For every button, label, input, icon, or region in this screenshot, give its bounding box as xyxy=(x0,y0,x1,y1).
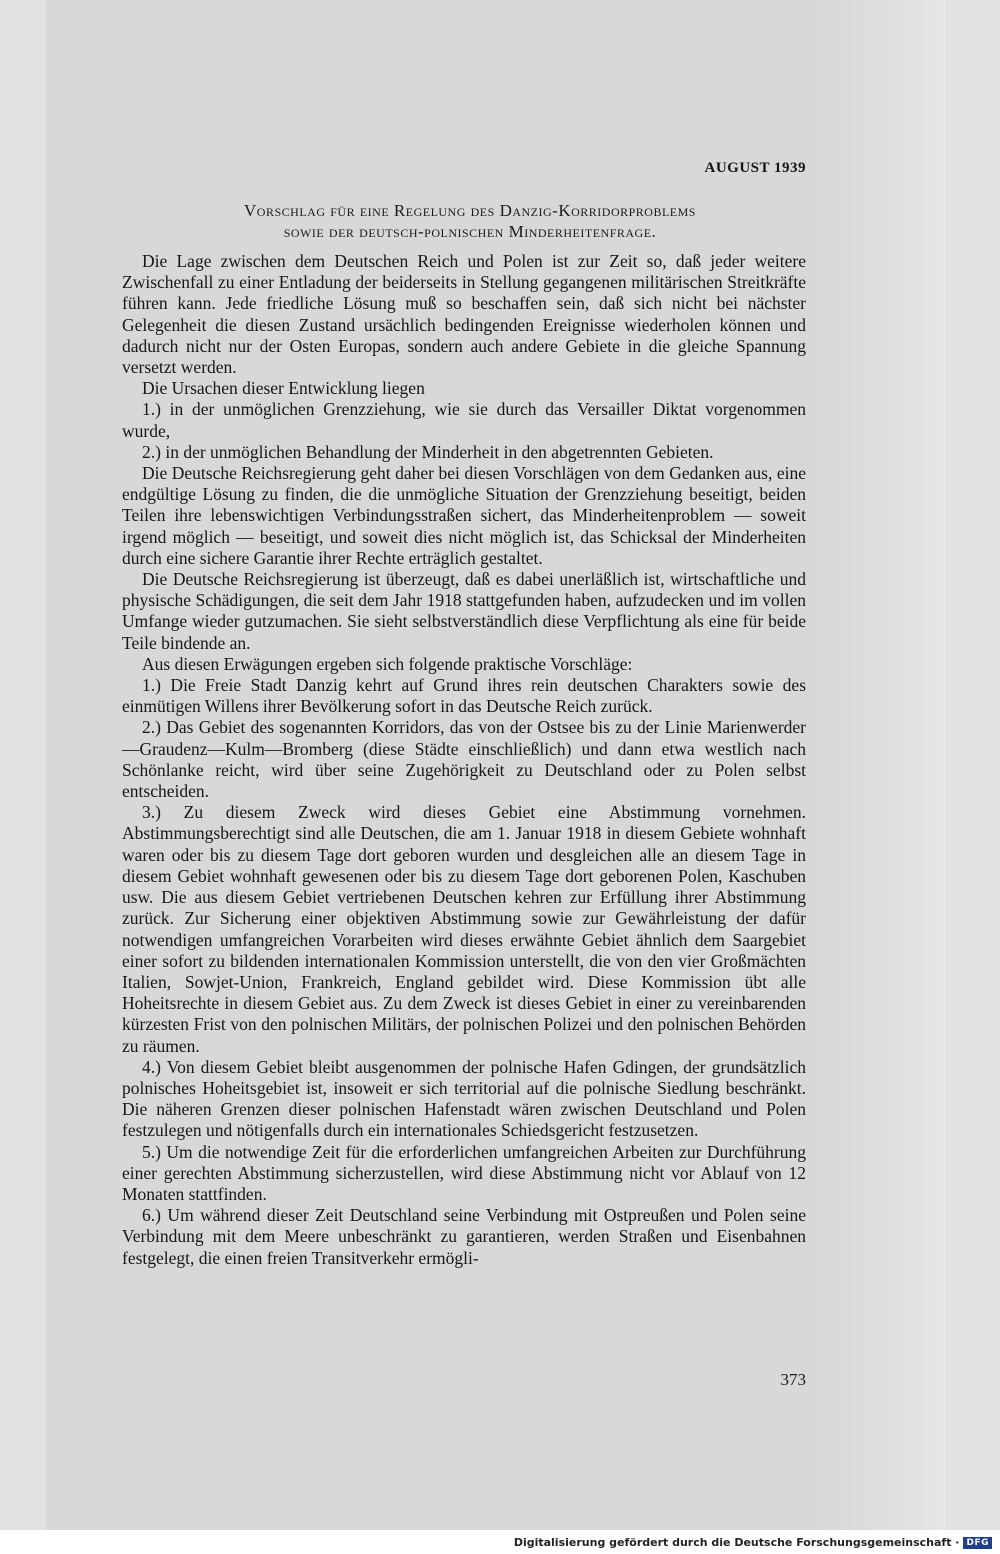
list-item: 3.) Zu diesem Zweck wird dieses Gebiet eine Abstimmung vornehmen. Abstimmungsberechtigt sind alle Deutschen, die am 1. Januar 1918 in diesem Gebiete wohnhaft waren oder bis zu diesem Tage dort geboren wurden und desgleichen alle an diesem Tage in diesem Gebiet wohnhaft gewesenen oder bis zu diesem Tage dort geborenen Polen, Kaschuben usw. Die aus diesem Gebiet vertriebenen Deutschen kehren zur Erfüllung ihrer Abstimmung zurück. Zur Sicherung einer objektiven Abstimmung sowie zur Gewährleistung der dafür notwendigen umfangreichen Vorarbeiten wird dieses erwähnte Gebiet ähnlich dem Saargebiet einer sofort zu bildenden internationalen Kommission unterstellt, die von den vier Großmächten Italien, Sowjet-Union, Frankreich, England gebildet wird. Diese Kommission übt alle Hoheitsrechte in diesem Gebiet aus. Zu dem Zweck ist dieses Gebiet in einer zu vereinbarenden kürzesten Frist von den polnischen Militärs, der polnischen Polizei und den polnischen Behörden zu räumen. xyxy=(122,802,806,1056)
list-item: 5.) Um die notwendige Zeit für die erforderlichen umfangreichen Arbeiten zur Durchführung einer gerechten Abstimmung sicherzustellen, wird diese Abstimmung nicht vor Ablauf von 12 Monaten stattfinden. xyxy=(122,1141,806,1204)
paragraph: Die Deutsche Reichsregierung ist überzeugt, daß es dabei unerläßlich ist, wirtschaftliche und physische Schädigungen, die seit dem Jahr 1918 stattgefunden haben, aufzudecken und im vollen Umfange wieder gutzumachen. Sie sieht selbstverständlich diese Verpflichtung als eine für beide Teile bindende an. xyxy=(122,569,806,653)
page-number: 373 xyxy=(780,1370,806,1389)
list-item: 2.) in der unmöglichen Behandlung der Minderheit in den abgetrennten Gebieten. xyxy=(142,441,714,462)
list-item: 6.) Um während dieser Zeit Deutschland seine Verbindung mit Ostpreußen und Polen seine Verbindung mit dem Meere unbeschränkt zu garantieren, werden Straßen und Eisenbahnen festgelegt, die einen freien Transitverkehr ermögli- xyxy=(122,1205,806,1268)
title-line-1: Vorschlag für eine Regelung des Danzig-Korridorproblems xyxy=(244,201,696,220)
title-line-2: sowie der deutsch-polnischen Minderheitenfrage. xyxy=(283,222,657,241)
funding-credit xyxy=(514,1536,992,1549)
paragraph: Aus diesen Erwägungen ergeben sich folgende praktische Vorschläge: xyxy=(142,653,633,674)
document-title xyxy=(160,200,780,242)
running-head: AUGUST 1939 xyxy=(704,160,806,176)
dfg-logo: DFG xyxy=(963,1537,992,1549)
list-item: 2.) Das Gebiet des sogenannten Korridors, das von der Ostsee bis zu der Linie Marienwerder—Graudenz—Kulm—Bromberg (diese Städte einschließlich) und dann etwa westlich nach Schönlanke reicht, wird über seine Zugehörigkeit zu Deutschland oder zu Polen selbst entscheiden. xyxy=(122,717,806,802)
list-item: 1.) in der unmöglichen Grenzziehung, wie sie durch das Versailler Diktat vorgenommen wurde, xyxy=(122,399,806,441)
body-text xyxy=(122,251,806,1269)
list-item: 4.) Von diesem Gebiet bleibt ausgenommen der polnische Hafen Gdingen, der grundsätzlich polnisches Hoheitsgebiet ist, insoweit er sich territorial auf die polnische Siedlung beschränkt. Die näheren Grenzen dieser polnischen Hafenstadt wären zwischen Deutschland und Polen festzulegen und nötigenfalls durch ein internationales Schiedsgericht festzusetzen. xyxy=(122,1056,806,1141)
paragraph: Die Deutsche Reichsregierung geht daher bei diesen Vorschlägen von dem Gedanken aus, eine endgültige Lösung zu finden, die die unmögliche Situation der Grenzziehung beseitigt, beiden Teilen ihre lebenswichtigen Verbindungsstraßen sichert, das Minderheitenproblem — soweit irgend möglich — beseitigt, und soweit dies nicht möglich ist, das Schicksal der Minderheiten durch eine sichere Garantie ihrer Rechte erträglich gestaltet. xyxy=(122,463,806,568)
credit-text: Digitalisierung gefördert durch die Deutsche Forschungsgemeinschaft · xyxy=(513,1536,960,1549)
list-item: 1.) Die Freie Stadt Danzig kehrt auf Grund ihres rein deutschen Charakters sowie des einmütigen Willens ihrer Bevölkerung sofort in das Deutsche Reich zurück. xyxy=(122,675,806,717)
page-edge-shading xyxy=(808,0,946,1530)
paragraph: Die Ursachen dieser Entwicklung liegen xyxy=(142,378,425,399)
paragraph: Die Lage zwischen dem Deutschen Reich und Polen ist zur Zeit so, daß jeder weitere Zwischenfall zu einer Entladung der beiderseits in Stellung gegangenen militärischen Streitkräfte führen kann. Jede friedliche Lösung muß so beschaffen sein, daß sich nicht bei nächster Gelegenheit die diesen Zustand ursächlich bedingenden Ereignisse wiederholen können und dadurch nicht nur der Osten Europas, sondern auch andere Gebiete in die gleiche Spannung versetzt werden. xyxy=(122,251,806,378)
digitization-footer xyxy=(0,1530,1000,1554)
